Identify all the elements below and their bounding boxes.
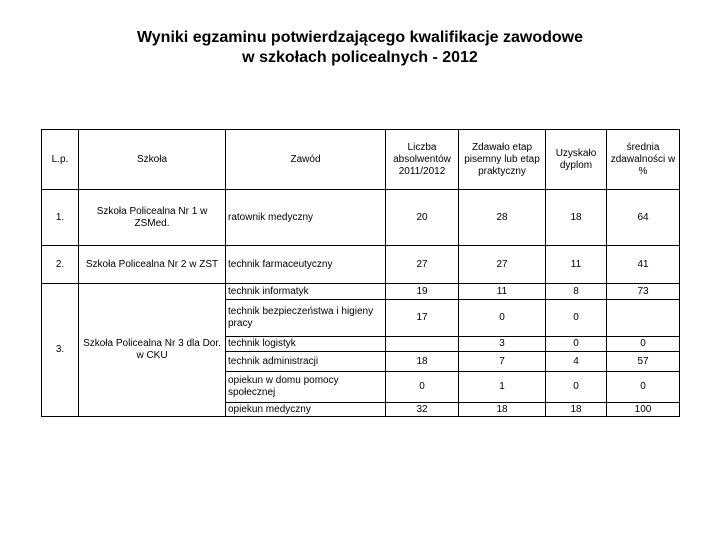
row-2-zawod: technik farmaceutyczny <box>226 246 386 284</box>
row-3d-zdawalo: 7 <box>459 352 546 372</box>
row-3a-liczba: 19 <box>386 284 459 300</box>
row-1-szkola: Szkoła Policealna Nr 1 w ZSMed. <box>79 190 226 246</box>
title-line-2: w szkołach policealnych - 2012 <box>242 49 478 66</box>
row-3c-srednia: 0 <box>607 337 680 352</box>
row-3e-srednia: 0 <box>607 372 680 403</box>
row-1-liczba: 20 <box>386 190 459 246</box>
row-3b-zdawalo: 0 <box>459 300 546 337</box>
row-3c-uzyskalo: 0 <box>546 337 607 352</box>
row-3f-liczba: 32 <box>386 403 459 417</box>
row-3a-uzyskalo: 8 <box>546 284 607 300</box>
row-3d-liczba: 18 <box>386 352 459 372</box>
header-zdawalo: Zdawało etap pisemny lub etap praktyczny <box>459 130 546 190</box>
table-row <box>42 246 680 284</box>
header-liczba: Liczba absolwentów 2011/2012 <box>386 130 459 190</box>
row-2-uzyskalo: 11 <box>546 246 607 284</box>
row-1-srednia: 64 <box>607 190 680 246</box>
row-3-lp: 3. <box>42 284 79 417</box>
row-3c-zawod: technik logistyk <box>226 337 386 352</box>
header-uzyskalo: Uzyskało dyplom <box>546 130 607 190</box>
header-row <box>42 130 680 190</box>
table-row <box>42 284 680 300</box>
title-line-1: Wyniki egzaminu potwierdzającego kwalifikacje zawodowe <box>136 29 584 46</box>
table-row <box>42 190 680 246</box>
results-table <box>41 129 680 417</box>
row-3a-zawod: technik informatyk <box>226 284 386 300</box>
row-2-liczba: 27 <box>386 246 459 284</box>
row-3b-uzyskalo: 0 <box>546 300 607 337</box>
row-3e-zawod: opiekun w domu pomocy społecznej <box>226 372 386 403</box>
row-3a-srednia: 73 <box>607 284 680 300</box>
row-1-zdawalo: 28 <box>459 190 546 246</box>
row-3e-liczba: 0 <box>386 372 459 403</box>
header-zawod: Zawód <box>226 130 386 190</box>
row-3f-srednia: 100 <box>607 403 680 417</box>
row-3d-srednia: 57 <box>607 352 680 372</box>
row-3f-zdawalo: 18 <box>459 403 546 417</box>
header-lp: L.p. <box>42 130 79 190</box>
row-1-uzyskalo: 18 <box>546 190 607 246</box>
row-3-szkola: Szkoła Policealna Nr 3 dla Dor. w CKU <box>79 284 226 417</box>
row-3e-zdawalo: 1 <box>459 372 546 403</box>
row-2-szkola: Szkoła Policealna Nr 2 w ZST <box>79 246 226 284</box>
row-3d-uzyskalo: 4 <box>546 352 607 372</box>
row-3b-zawod: technik bezpieczeństwa i higieny pracy <box>226 300 386 337</box>
row-3e-uzyskalo: 0 <box>546 372 607 403</box>
header-szkola: Szkoła <box>79 130 226 190</box>
row-3a-zdawalo: 11 <box>459 284 546 300</box>
row-3b-srednia <box>607 300 680 337</box>
row-3f-zawod: opiekun medyczny <box>226 403 386 417</box>
page-title <box>0 28 720 68</box>
row-2-lp: 2. <box>42 246 79 284</box>
row-3d-zawod: technik administracji <box>226 352 386 372</box>
row-2-zdawalo: 27 <box>459 246 546 284</box>
row-3c-liczba <box>386 337 459 352</box>
row-1-zawod: ratownik medyczny <box>226 190 386 246</box>
row-3b-liczba: 17 <box>386 300 459 337</box>
row-3c-zdawalo: 3 <box>459 337 546 352</box>
header-srednia: średnia zdawalności w % <box>607 130 680 190</box>
row-1-lp: 1. <box>42 190 79 246</box>
row-2-srednia: 41 <box>607 246 680 284</box>
row-3f-uzyskalo: 18 <box>546 403 607 417</box>
